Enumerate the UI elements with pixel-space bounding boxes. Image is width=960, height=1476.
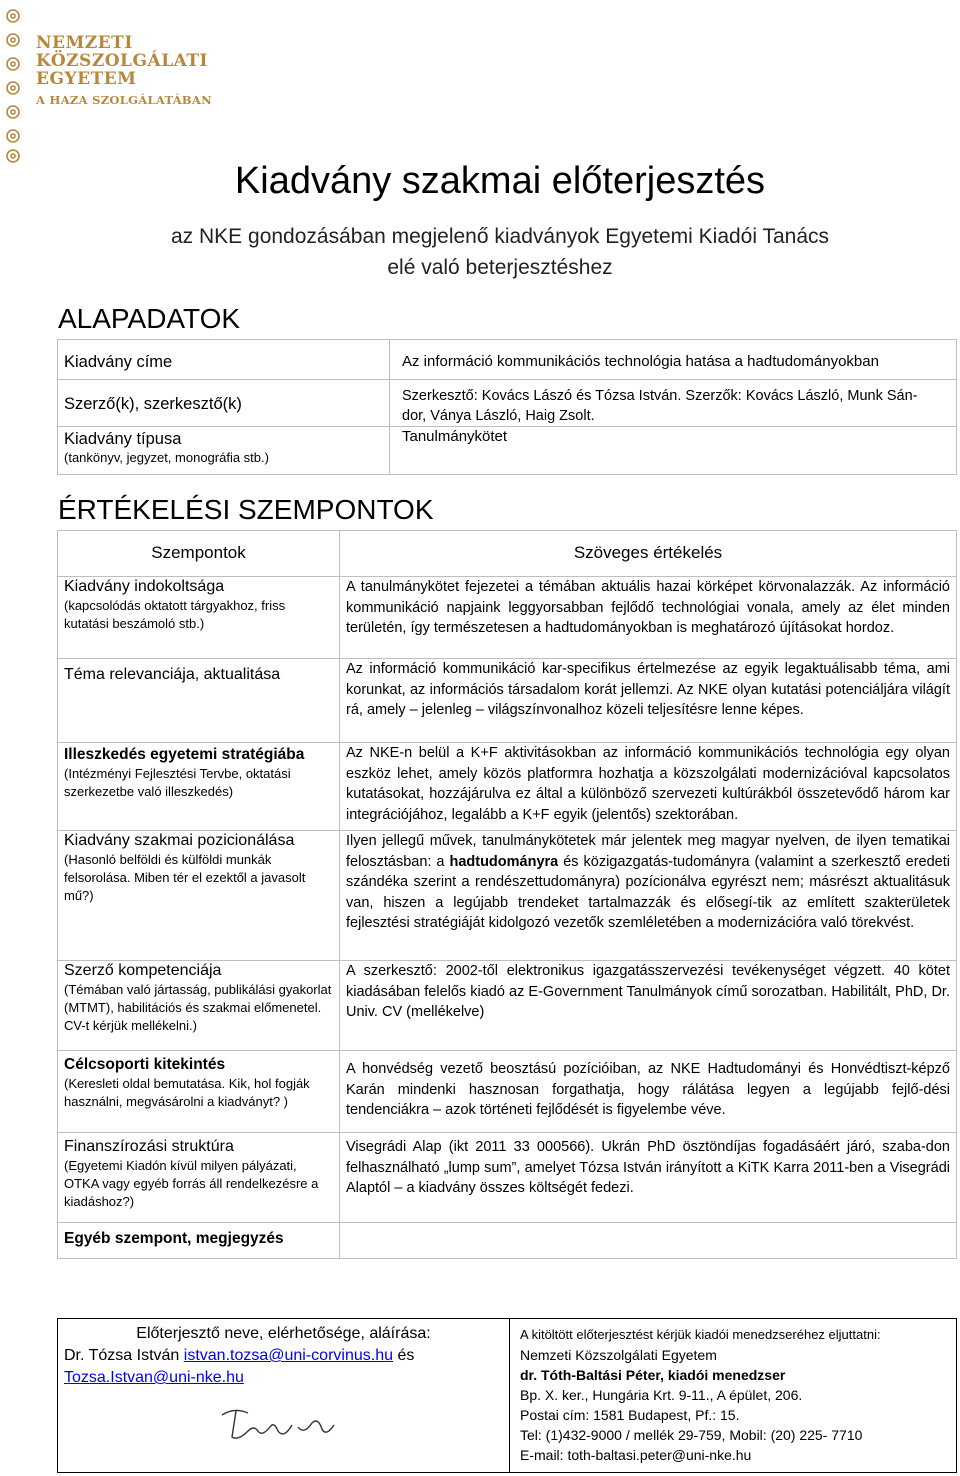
criterion-label: Egyéb szempont, megjegyzés [64, 1230, 284, 1247]
submitter-cell [58, 1319, 510, 1473]
submitter-email-1[interactable]: istvan.tozsa@uni-corvinus.hu [183, 1347, 393, 1364]
criterion-label: Szerző kompetenciája [64, 962, 222, 979]
criterion-cell [58, 1133, 340, 1223]
university-logo [36, 34, 212, 109]
logo-line-1: NEMZETI [36, 33, 133, 53]
page-subtitle [0, 221, 960, 283]
type-sublabel: (tankönyv, jegyzet, monográfia stb.) [64, 450, 269, 465]
authors-value: Szerkesztő: Kovács Lászó és Tózsa István. Szerzők: Kovács László, Munk Sán-dor, Ványa László, Haig Zsolt. [390, 380, 957, 427]
basic-data-table [57, 339, 957, 475]
table-row [58, 1133, 957, 1223]
table-row [58, 659, 957, 743]
table-row [58, 577, 957, 659]
logo-line-2: KÖZSZOLGÁLATI [36, 51, 209, 71]
manager-address: Bp. X. ker., Hungária Krt. 9-11., A épület, 206. [520, 1387, 803, 1403]
table-row [58, 427, 957, 475]
manager-phone: Tel: (1)432-9000 / mellék 29-759, Mobil: (20) 225- 7710 [520, 1427, 863, 1443]
table-row [58, 380, 957, 427]
table-row [58, 743, 957, 831]
table-header-row [58, 531, 957, 577]
authors-label: Szerző(k), szerkesztő(k) [58, 380, 390, 427]
title-label: Kiadvány címe [58, 340, 390, 380]
evaluation-text: A tanulmánykötet fejezetei a témában aktuális hazai körképet körvonalazzák. Az információ kommunikáció napjaink leggyorsabban fejlődő technológiai vonala, amely az élet minden területén, így természetesen a hadtudományokban is meghatározó újításokat hordoz. [340, 577, 957, 659]
table-row [58, 1051, 957, 1133]
table-row [58, 831, 957, 961]
criterion-sublabel: (kapcsolódás oktatott tárgyakhoz, friss kutatási beszámoló stb.) [64, 598, 286, 631]
criterion-sublabel: (Intézményi Fejlesztési Tervbe, oktatási szerkezetbe való illeszkedés) [64, 766, 291, 799]
evaluation-title: ÉRTÉKELÉSI SZEMPONTOK [58, 494, 434, 525]
criterion-cell [58, 659, 340, 743]
criterion-sublabel: (Témában való jártasság, publikálási gyakorlat (MTMT), habilitációs és szakmai előmenetel. CV-t kérjük mellékelni.) [64, 982, 332, 1033]
criterion-sublabel: (Egyetemi Kiadón kívül milyen pályázati, OTKA vagy egyéb forrás áll rendelkezésre a kiadáshoz?) [64, 1158, 319, 1209]
manager-cell [510, 1319, 957, 1473]
logo-line-3: EGYETEM [36, 69, 137, 89]
type-label: Kiadvány típusa [64, 430, 182, 448]
criterion-label: Kiadvány szakmai pozicionálása [64, 832, 295, 849]
criterion-cell [58, 961, 340, 1051]
subtitle-line-2: elé való beterjesztéshez [387, 256, 613, 279]
evaluation-table [57, 530, 957, 1259]
evaluation-text: Az NKE-n belül a K+F aktivitásokban az információ kommunikációs technológia egy olyan eszköz lehet, amely közös platformra hozhatja a közszolgálati modernizációval kapcsolatos kutatásokat, hozzájárulva ez által a különböző szervezeti kultúrákból összetevődő három kar integrációjához, legalább a K+F egyik (jelentős) szektorában. [340, 743, 957, 831]
evaluation-column-header: Szöveges értékelés [340, 531, 957, 577]
type-value: Tanulmánykötet [390, 427, 957, 475]
evaluation-text-a: Ilyen jellegű művek, tanulmánykötetek már jelentek meg magyar nyelven, de ilyen tematikai felosztásban: a [346, 833, 950, 870]
criterion-cell [58, 1051, 340, 1133]
table-row [58, 340, 957, 380]
criterion-label: Téma relevanciája, aktualitása [64, 666, 281, 683]
logo-line-4: A HAZA SZOLGÁLATÁBAN [36, 93, 212, 107]
footer-table [57, 1318, 957, 1473]
criterion-sublabel: (Keresleti oldal bemutatása. Kik, hol fogják használni, megvásárolni a kiadványt? ) [64, 1076, 310, 1109]
manager-email: E-mail: toth-baltasi.peter@uni-nke.hu [520, 1447, 752, 1463]
evaluation-text-bold: hadtudományra [449, 853, 559, 870]
evaluation-text: Visegrádi Alap (ikt 2011 33 000566). Ukrán PhD ösztöndíjas fogadásáért járó, szaba-don felhasználható „lump sum”, amelyet Tózsa István irányított a KiTK Karra 2011-ben a Visegrádi Alaptól – a kiadvány összes költségét fedezi. [340, 1133, 957, 1223]
subtitle-line-1: az NKE gondozásában megjelenő kiadványok Egyetemi Kiadói Tanács [170, 225, 830, 248]
evaluation-text: A szerkesztő: 2002-től elektronikus igazgatásszervezési tevékenységet végzett. 40 kötet kiadásában felelős kiadó az E-Government Tanulmányok című sorozatban. Habilitált, PhD, Dr. Univ. CV (mellékelve) [340, 961, 957, 1051]
manager-institution: Nemzeti Közszolgálati Egyetem [520, 1347, 717, 1363]
ornament-icon [4, 4, 22, 164]
evaluation-text [340, 1223, 957, 1259]
submitter-contact [64, 1345, 503, 1367]
criterion-label: Célcsoporti kitekintés [64, 1056, 226, 1073]
evaluation-text: A honvédség vezető beosztású pozícióiban, az NKE Hadtudományi és Honvédtiszt-képző Karán mindenki hasznosan forgathatja, hogy rálátása legyen a legújabb fejlő-dési tendenciákra – azok történeti fejlődését is figyelembe véve. [340, 1051, 957, 1133]
submitter-email-2[interactable]: Tozsa.Istvan@uni-nke.hu [64, 1369, 244, 1386]
type-label-cell [58, 427, 390, 475]
manager-instruction: A kitöltött előterjesztést kérjük kiadói menedzseréhez eljuttatni: [520, 1327, 881, 1342]
table-row [58, 961, 957, 1051]
criterion-label: Kiadvány indokoltsága [64, 578, 225, 595]
criterion-label: Illeszkedés egyetemi stratégiába [64, 746, 305, 763]
manager-name: dr. Tóth-Baltási Péter, kiadói menedzser [520, 1367, 786, 1383]
basic-data-title: ALAPADATOK [58, 303, 241, 334]
signature-icon [214, 1397, 344, 1447]
evaluation-text [340, 831, 957, 961]
evaluation-text-b: és közigazgatás-tudományra (valamint a szerkesztő eredeti szándéka szerint a rendészettudományra) pozícionálva egyrészt nem; másrészt aktualitásuk van, hiszen a legújabb trendeket tartalmazzák és elősegí-tik az említett szakterületek fejlesztési stratégiáját kidolgozó vezetők szemléletében a modernizációra való törekvést. [346, 853, 950, 931]
submitter-name: Dr. Tózsa István [64, 1347, 180, 1364]
criterion-cell [58, 577, 340, 659]
criterion-cell [58, 743, 340, 831]
table-row [58, 1223, 957, 1259]
and-word: és [397, 1347, 415, 1364]
criterion-sublabel: (Hasonló belföldi és külföldi munkák felsorolása. Miben tér el ezektől a javasolt mű?) [64, 852, 306, 903]
criteria-column-header: Szempontok [58, 531, 340, 577]
title-value: Az információ kommunikációs technológia hatása a hadtudományokban [390, 340, 957, 380]
manager-postal: Postai cím: 1581 Budapest, Pf.: 15. [520, 1407, 740, 1423]
criterion-cell [58, 831, 340, 961]
page-title: Kiadvány szakmai előterjesztés [234, 160, 766, 202]
submitter-title: Előterjesztő neve, elérhetősége, aláírása: [136, 1325, 431, 1342]
criterion-cell [58, 1223, 340, 1259]
evaluation-text: Az információ kommunikáció kar-specifikus értelmezése az egyik legaktuálisabb téma, ami korunkat, az információs társadalom korát jellemzi. Az NKE olyan kutatási potenciáljára világít rá, amely – jelenleg – világszínvonalhoz közeli teljesítésre lenne képes. [340, 659, 957, 743]
criterion-label: Finanszírozási struktúra [64, 1138, 234, 1155]
